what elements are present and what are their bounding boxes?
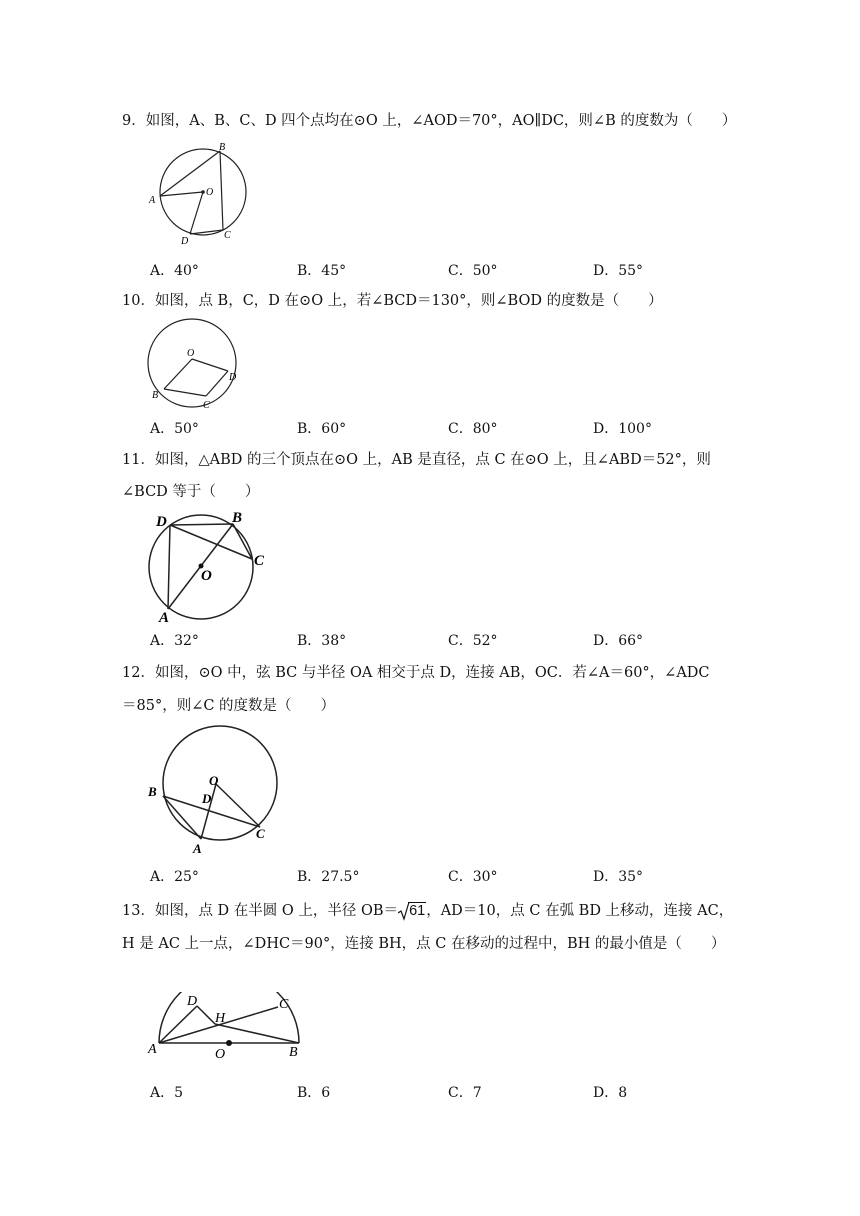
q9-option-a: A．40°	[150, 263, 199, 279]
label-c: C	[224, 230, 231, 241]
segment-hb	[215, 1024, 299, 1043]
label-a: A	[148, 1042, 157, 1057]
label-o: O	[209, 773, 219, 788]
label-a: A	[149, 195, 156, 206]
q11-option-d: D．66°	[593, 633, 644, 649]
q13-option-b: B．6	[297, 1085, 331, 1101]
segment-od	[190, 192, 203, 234]
label-c: C	[254, 553, 265, 569]
label-d: D	[229, 372, 237, 383]
label-a: A	[159, 610, 170, 626]
radical-icon	[398, 901, 410, 921]
q10-option-d: D．100°	[593, 421, 652, 437]
question-11-stem-line2: ∠BCD 等于（ ）	[122, 484, 260, 500]
label-o: O	[215, 1047, 226, 1062]
label-c: C	[279, 997, 289, 1012]
q13-option-a: A．5	[150, 1085, 184, 1101]
q13-option-c: C．7	[448, 1085, 482, 1101]
chord-db	[170, 524, 233, 525]
q9-option-b: B．45°	[297, 263, 347, 279]
q9-option-c: C．50°	[448, 263, 498, 279]
chord-da	[168, 525, 170, 609]
question-10-stem: 10．如图，点 B，C，D 在⊙O 上，若∠BCD＝130°，则∠BOD 的度数是（ ）	[122, 293, 663, 309]
question-12-figure	[142, 722, 282, 856]
stem-line1-pre: 13．如图，点 D 在半圆 O 上，半径 OB＝	[122, 903, 399, 919]
question-12-stem-line2: ＝85°，则∠C 的度数是（ ）	[122, 698, 336, 714]
question-13-figure	[142, 992, 310, 1062]
segment-ao	[160, 192, 203, 196]
segment-dh	[197, 1006, 215, 1024]
sqrt-expression	[398, 901, 426, 921]
segment-ob	[164, 359, 192, 389]
q11-option-a: A．32°	[150, 633, 199, 649]
label-d: D	[187, 994, 198, 1009]
label-b: B	[148, 784, 157, 799]
q11-option-b: B．38°	[297, 633, 347, 649]
q12-option-c: C．30°	[448, 869, 498, 885]
q10-option-c: C．80°	[448, 421, 498, 437]
q12-option-a: A．25°	[150, 869, 199, 885]
label-c: C	[203, 400, 210, 411]
stem-line1-post: ，AD＝10，点 C 在弧 BD 上移动，连接 AC，	[426, 903, 734, 919]
label-d: D	[181, 236, 189, 246]
label-o: O	[187, 348, 195, 359]
label-o: O	[201, 568, 212, 584]
label-c: C	[256, 826, 265, 841]
label-d: D	[156, 514, 167, 530]
question-11-figure	[140, 508, 275, 626]
label-b: B	[232, 510, 243, 526]
center-dot	[226, 1040, 232, 1046]
q12-option-d: D．35°	[593, 869, 644, 885]
segment-od	[192, 359, 228, 371]
question-12-stem-line1: 12．如图，⊙O 中，弦 BC 与半径 OA 相交于点 D，连接 AB，OC．若∠A＝60°，∠ADC	[122, 665, 710, 681]
question-11-stem-line1: 11．如图，△ABD 的三个顶点在⊙O 上，AB 是直径，点 C 在⊙O 上，且∠ABD＝52°，则	[122, 452, 711, 468]
q12-option-b: B．27.5°	[297, 869, 360, 885]
circle	[163, 726, 277, 840]
q10-option-b: B．60°	[297, 421, 347, 437]
question-13-stem-line1	[122, 901, 733, 921]
label-h: H	[215, 1011, 226, 1026]
question-9-stem: 9．如图，A、B、C、D 四个点均在⊙O 上，∠AOD＝70°，AO∥DC，则∠B 的度数为（ ）	[122, 113, 737, 129]
q11-option-c: C．52°	[448, 633, 498, 649]
label-b: B	[219, 142, 226, 153]
semicircle-arc	[159, 992, 299, 1043]
label-b: B	[289, 1045, 298, 1060]
q10-option-a: A．50°	[150, 421, 199, 437]
chord-bc	[164, 389, 206, 396]
center-dot	[201, 190, 205, 194]
label-o: O	[206, 187, 214, 198]
question-9-figure	[140, 140, 255, 246]
q9-option-d: D．55°	[593, 263, 644, 279]
question-13-stem-line2: H 是 AC 上一点，∠DHC＝90°，连接 BH，点 C 在移动的过程中，BH 的最小值是（ ）	[122, 936, 726, 952]
label-b: B	[152, 390, 159, 401]
label-d: D	[202, 791, 212, 806]
label-a: A	[193, 841, 202, 856]
chord-bc	[220, 151, 223, 230]
chord-bc	[233, 524, 252, 559]
question-10-figure	[140, 316, 245, 412]
sqrt-value: 61	[409, 903, 426, 919]
q13-option-d: D．8	[593, 1085, 628, 1101]
